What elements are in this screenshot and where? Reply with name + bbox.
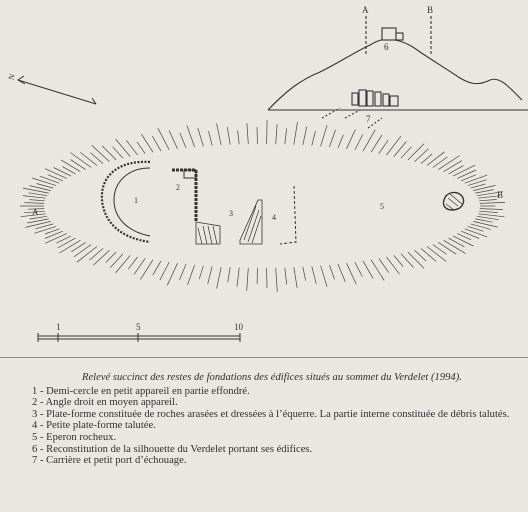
hachure-stroke — [473, 221, 498, 227]
hachure-stroke — [80, 152, 97, 165]
hachure-stroke — [71, 160, 86, 170]
hachure-stroke — [160, 262, 169, 280]
hachure-stroke — [198, 128, 204, 146]
zone-4: 4 — [272, 213, 276, 222]
hachure-stroke — [267, 120, 268, 144]
hachure-stroke — [152, 136, 161, 151]
hachure-stroke — [116, 139, 131, 157]
feature-4-outline — [280, 186, 296, 244]
hachure-stroke — [209, 131, 213, 146]
north-arrow — [18, 76, 96, 104]
scale-bar — [38, 333, 240, 342]
hachure-stroke — [408, 252, 424, 268]
hachure-stroke — [347, 130, 356, 149]
hachure-stroke — [355, 262, 363, 277]
hachure-stroke — [247, 268, 249, 291]
hachure-stroke — [137, 142, 145, 154]
hachure-stroke — [188, 265, 195, 285]
hachure-stroke — [61, 160, 80, 172]
hachure-stroke — [321, 125, 328, 146]
hachure-stroke — [465, 175, 488, 183]
hachure-stroke — [180, 133, 186, 148]
hachure-stroke — [479, 211, 498, 212]
hachure-stroke — [92, 145, 110, 161]
hachure-stroke — [480, 209, 503, 210]
hachure-stroke — [453, 165, 475, 176]
hachure-stroke — [227, 127, 230, 145]
hachure-stroke — [433, 157, 448, 168]
hachure-stroke — [394, 255, 403, 266]
plan-hachures — [20, 120, 505, 292]
hachure-stroke — [475, 190, 493, 194]
hachure-stroke — [187, 125, 195, 147]
hachure-stroke — [93, 250, 109, 265]
label-7: 7 — [366, 114, 371, 124]
hachure-stroke — [355, 135, 363, 150]
feature-1-semicircle — [102, 162, 150, 242]
hachure-stroke — [74, 245, 91, 257]
hachure-stroke — [438, 156, 459, 170]
hachure-stroke — [421, 154, 432, 164]
caption-divider — [0, 357, 528, 358]
hachure-stroke — [208, 266, 213, 284]
hachure-stroke — [116, 255, 131, 273]
scale-tick-1: 1 — [56, 322, 61, 332]
caption — [32, 372, 518, 467]
hachure-stroke — [153, 261, 161, 275]
plan-features — [102, 162, 464, 244]
hachure-stroke — [371, 135, 382, 152]
summit-building — [382, 28, 396, 40]
hachure-stroke — [276, 124, 277, 144]
hachure-stroke — [457, 170, 476, 178]
hachure-stroke — [40, 176, 59, 183]
hachure-stroke — [23, 196, 46, 199]
hachure-stroke — [247, 123, 248, 144]
hachure-stroke — [294, 267, 297, 288]
label-6: 6 — [384, 42, 389, 52]
hachure-stroke — [478, 214, 504, 217]
hachure-stroke — [321, 266, 328, 287]
hachure-stroke — [45, 231, 63, 238]
hachure-stroke — [32, 178, 56, 186]
hachure-stroke — [141, 134, 153, 152]
hachure-stroke — [285, 268, 287, 285]
hachure-stroke — [77, 247, 97, 263]
hachure-stroke — [285, 128, 287, 144]
hachure-stroke — [106, 252, 116, 262]
hachure-stroke — [449, 166, 464, 174]
hachure-stroke — [59, 240, 80, 253]
hachure-stroke — [54, 168, 71, 177]
hachure-stroke — [465, 229, 488, 237]
quarry-rocks — [352, 90, 398, 106]
hachure-stroke — [237, 268, 239, 287]
hachure-stroke — [427, 247, 446, 262]
section-a-label: A — [362, 5, 369, 15]
caption-item-3: 3 - Plate-forme constituée de roches arasées et dressées à l’équerre. La partie interne constituée de débris talutés. — [32, 408, 510, 420]
hachure-stroke — [303, 267, 306, 281]
hachure-stroke — [363, 261, 373, 279]
hachure-stroke — [338, 135, 343, 148]
silhouette-outline — [268, 39, 522, 110]
hachure-stroke — [329, 130, 335, 147]
hachure-stroke — [238, 130, 240, 144]
hachure-stroke — [312, 131, 316, 146]
hachure-stroke — [312, 266, 317, 284]
caption-item-4: 4 - Petite plate-forme talutée. — [32, 420, 156, 432]
hachure-stroke — [477, 216, 499, 219]
hachure-stroke — [449, 238, 465, 247]
hachure-stroke — [480, 202, 505, 203]
hachure-stroke — [329, 265, 334, 279]
hachure-stroke — [386, 136, 401, 155]
hachure-stroke — [276, 268, 278, 292]
hachure-stroke — [303, 126, 307, 145]
zone-5: 5 — [380, 202, 384, 211]
hachure-stroke — [199, 266, 203, 280]
hachure-stroke — [427, 152, 445, 166]
caption-item-1: 1 - Demi-cercle en petit appareil en partie effondré. — [32, 385, 250, 397]
hachure-stroke — [71, 153, 92, 168]
hachure-stroke — [128, 257, 137, 269]
section-b-label: B — [427, 5, 434, 15]
verdelet-silhouette — [268, 16, 528, 128]
hachure-stroke — [180, 264, 187, 280]
hachure-stroke — [29, 200, 44, 201]
zone-2: 2 — [176, 183, 180, 192]
caption-title: Relevé succinct des restes de fondations des édifices situés au sommet du Verdelet (1994). — [82, 372, 462, 383]
caption-item-6: 6 - Reconstitution de la silhouette du Verdelet portant ses édifices. — [32, 443, 313, 455]
hachure-stroke — [438, 242, 456, 254]
plan-end-a: A — [32, 207, 39, 217]
scale-tick-5: 5 — [136, 322, 141, 332]
hachure-stroke — [217, 124, 222, 146]
hachure-stroke — [134, 258, 145, 274]
hachure-stroke — [29, 193, 47, 196]
hachure-stroke — [45, 234, 67, 244]
zone-1: 1 — [134, 196, 138, 205]
caption-item-5: 5 - Eperon rocheux. — [32, 431, 117, 443]
summit-building-small — [396, 33, 403, 40]
hachure-stroke — [453, 236, 473, 246]
hachure-stroke — [34, 226, 56, 233]
hachure-stroke — [113, 147, 124, 159]
hachure-stroke — [126, 140, 137, 155]
hachure-stroke — [461, 231, 479, 238]
hachure-stroke — [401, 147, 412, 159]
hachure-stroke — [23, 188, 49, 193]
hachure-stroke — [475, 219, 492, 222]
feature-5-rock — [443, 193, 463, 210]
feature-3-hatch — [198, 226, 217, 244]
hachure-stroke — [338, 264, 345, 282]
hachure-stroke — [45, 169, 67, 179]
hachure-stroke — [158, 128, 169, 150]
hachure-stroke — [363, 130, 375, 151]
hachure-stroke — [167, 263, 177, 285]
caption-item-2: 2 - Angle droit en moyen appareil. — [32, 397, 178, 409]
hachure-stroke — [169, 130, 178, 148]
hachure-stroke — [479, 200, 497, 201]
hachure-stroke — [444, 161, 462, 172]
plan-end-b: B — [497, 190, 504, 200]
hachure-stroke — [415, 250, 427, 261]
hachure-stroke — [347, 263, 357, 284]
hachure-stroke — [379, 140, 388, 154]
hachure-stroke — [444, 240, 466, 253]
feature-1-inner — [114, 168, 150, 236]
hachure-stroke — [294, 122, 298, 145]
north-label: N — [6, 72, 17, 82]
hachure-stroke — [421, 248, 436, 261]
hachure-stroke — [58, 238, 76, 248]
hachure-stroke — [471, 184, 486, 188]
zone-3: 3 — [229, 209, 233, 218]
harbour-dash — [322, 108, 382, 128]
caption-item-7: 7 - Carrière et petit port d’échouage. — [32, 455, 187, 467]
hachure-stroke — [24, 203, 44, 204]
hachure-stroke — [408, 144, 424, 160]
hachure-stroke — [228, 267, 231, 282]
hachure-stroke — [379, 258, 389, 272]
scale-tick-10: 10 — [234, 322, 243, 332]
hachure-stroke — [217, 267, 222, 289]
